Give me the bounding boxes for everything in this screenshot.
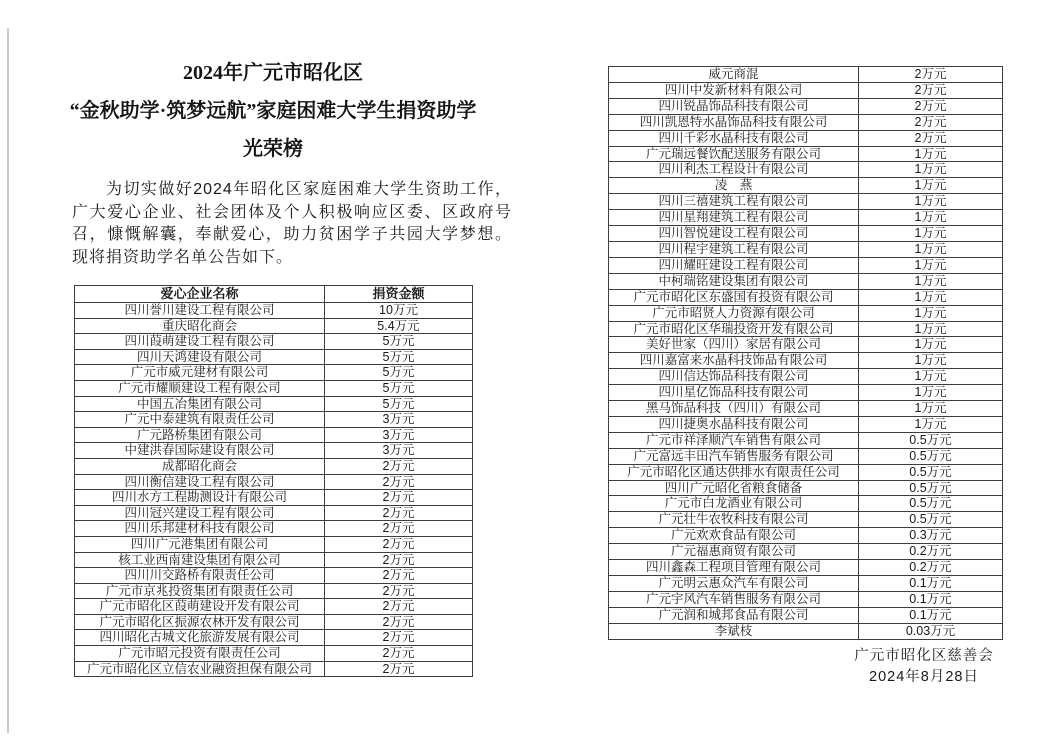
donor-name: 凌 燕 (609, 178, 859, 194)
donation-amount: 0.1万元 (859, 591, 1003, 607)
donation-amount: 0.5万元 (859, 432, 1003, 448)
donor-row (75, 599, 473, 615)
donor-row (75, 505, 473, 521)
donor-name: 中建洪春国际建设有限公司 (75, 443, 325, 459)
donation-amount: 5.4万元 (325, 318, 473, 334)
donor-name: 四川冠兴建设工程有限公司 (75, 505, 325, 521)
donor-row (609, 67, 1003, 83)
donation-amount: 2万元 (325, 490, 473, 506)
donor-row (75, 583, 473, 599)
donor-name: 四川中发新材料有限公司 (609, 82, 859, 98)
donation-amount: 0.5万元 (859, 496, 1003, 512)
donor-name: 四川智悦建设工程有限公司 (609, 226, 859, 242)
donor-row (609, 114, 1003, 130)
donor-row (75, 380, 473, 396)
donor-row (609, 289, 1003, 305)
donor-name: 四川广元昭化省粮食储备 (609, 480, 859, 496)
donor-table-right-grid (608, 66, 1003, 640)
donation-amount: 5万元 (325, 396, 473, 412)
donor-name: 四川星亿饰品科技有限公司 (609, 385, 859, 401)
donor-row (609, 560, 1003, 576)
donor-row (609, 130, 1003, 146)
donation-amount: 2万元 (859, 67, 1003, 83)
donation-amount: 1万元 (859, 385, 1003, 401)
donor-name: 四川耀旺建设工程有限公司 (609, 257, 859, 273)
donor-name: 广元市昭化区葭萌建设开发有限公司 (75, 599, 325, 615)
donor-row (609, 241, 1003, 257)
donation-amount: 1万元 (859, 416, 1003, 432)
donor-name: 四川衡信建设工程有限公司 (75, 474, 325, 490)
donation-amount: 1万元 (859, 369, 1003, 385)
donation-amount: 1万元 (859, 162, 1003, 178)
donor-name: 四川千彩水晶科技有限公司 (609, 130, 859, 146)
donor-name: 广元市昭化区东盛国有投资有限公司 (609, 289, 859, 305)
donor-name: 广元市昭化区通达供排水有限责任公司 (609, 464, 859, 480)
donor-row (609, 432, 1003, 448)
donor-row (609, 98, 1003, 114)
donation-amount: 2万元 (325, 568, 473, 584)
donor-name: 广元市耀顺建设工程有限公司 (75, 380, 325, 396)
donation-amount: 10万元 (325, 303, 473, 319)
donor-row (609, 401, 1003, 417)
donation-amount: 0.2万元 (859, 544, 1003, 560)
donor-name: 威元商混 (609, 67, 859, 83)
donor-row (609, 607, 1003, 623)
donor-name: 广元市昭化区振源农林开发有限公司 (75, 614, 325, 630)
donation-amount: 2万元 (325, 521, 473, 537)
donor-row (609, 305, 1003, 321)
donor-row (609, 528, 1003, 544)
donation-amount: 1万元 (859, 401, 1003, 417)
donor-row (609, 591, 1003, 607)
donation-amount: 5万元 (325, 334, 473, 350)
donation-amount: 2万元 (859, 98, 1003, 114)
donation-amount: 5万元 (325, 349, 473, 365)
donor-name: 广元福惠商贸有限公司 (609, 544, 859, 560)
donation-amount: 2万元 (325, 505, 473, 521)
donor-name: 广元富远丰田汽车销售服务有限公司 (609, 448, 859, 464)
donor-name: 四川川交路桥有限责任公司 (75, 568, 325, 584)
donor-name: 四川三禧建筑工程有限公司 (609, 194, 859, 210)
donor-row (75, 365, 473, 381)
donor-row (609, 480, 1003, 496)
donation-amount: 5万元 (325, 380, 473, 396)
donor-name: 广元市昭元投资有限责任公司 (75, 646, 325, 662)
donor-name: 四川捷奥水晶科技有限公司 (609, 416, 859, 432)
donor-name: 四川锐晶饰品科技有限公司 (609, 98, 859, 114)
donor-row (75, 521, 473, 537)
donor-table-right (608, 66, 1003, 640)
donation-amount: 1万元 (859, 210, 1003, 226)
donor-row (609, 337, 1003, 353)
donor-row (75, 490, 473, 506)
donor-name: 四川誉川建设工程有限公司 (75, 303, 325, 319)
donation-amount: 2万元 (325, 599, 473, 615)
donor-name: 广元路桥集团有限公司 (75, 427, 325, 443)
donor-row (75, 396, 473, 412)
donor-name: 广元瑞远餐饮配送服务有限公司 (609, 146, 859, 162)
donor-row (609, 257, 1003, 273)
donation-amount: 3万元 (325, 427, 473, 443)
donation-amount: 1万元 (859, 241, 1003, 257)
donor-name: 四川利杰工程设计有限公司 (609, 162, 859, 178)
document-title (40, 54, 506, 168)
donor-row (609, 385, 1003, 401)
donor-row (609, 544, 1003, 560)
donor-row (609, 226, 1003, 242)
donor-table-left (74, 285, 473, 677)
donor-name: 广元欢欢食品有限公司 (609, 528, 859, 544)
donor-row (609, 496, 1003, 512)
title-line-2: “金秋助学·筑梦远航”家庭困难大学生捐资助学 (69, 100, 477, 122)
donor-row (75, 536, 473, 552)
donor-name: 四川天鸿建设有限公司 (75, 349, 325, 365)
title-line-3: 光荣榜 (243, 138, 303, 160)
donor-row (609, 512, 1003, 528)
donation-amount: 2万元 (325, 583, 473, 599)
donor-row (609, 416, 1003, 432)
donor-row (75, 443, 473, 459)
donor-row (609, 576, 1003, 592)
title-line-1: 2024年广元市昭化区 (183, 62, 363, 84)
donor-name: 广元壮牛农牧科技有限公司 (609, 512, 859, 528)
donor-row (609, 321, 1003, 337)
donor-name: 中柯瑞铭建设集团有限公司 (609, 273, 859, 289)
donation-amount: 2万元 (325, 614, 473, 630)
donor-row (75, 412, 473, 428)
donor-row (609, 353, 1003, 369)
donor-row (75, 427, 473, 443)
donation-amount: 1万元 (859, 337, 1003, 353)
donor-name: 核工业西南建设集团有限公司 (75, 552, 325, 568)
donation-amount: 1万元 (859, 289, 1003, 305)
donation-amount: 2万元 (325, 661, 473, 677)
donor-row (75, 318, 473, 334)
donation-amount: 2万元 (325, 646, 473, 662)
donation-amount: 2万元 (325, 630, 473, 646)
donor-name: 广元市昭化区华瑞投资开发有限公司 (609, 321, 859, 337)
donation-amount: 2万元 (325, 458, 473, 474)
donation-amount: 0.1万元 (859, 607, 1003, 623)
donor-name: 四川水方工程勘测设计有限公司 (75, 490, 325, 506)
donor-row (75, 474, 473, 490)
donor-name: 广元市威元建材有限公司 (75, 365, 325, 381)
donation-amount: 1万元 (859, 178, 1003, 194)
donor-name: 四川星翔建筑工程有限公司 (609, 210, 859, 226)
signature-block (853, 646, 995, 688)
table-header-row (75, 286, 473, 303)
donation-amount: 1万元 (859, 146, 1003, 162)
donation-amount: 3万元 (325, 443, 473, 459)
donor-row (75, 661, 473, 677)
donation-amount: 0.5万元 (859, 448, 1003, 464)
donor-name: 四川昭化古城文化旅游发展有限公司 (75, 630, 325, 646)
donor-name: 广元中泰建筑有限责任公司 (75, 412, 325, 428)
donor-name: 广元市京兆投资集团有限责任公司 (75, 583, 325, 599)
donor-name: 广元市昭化区立信农业融资担保有限公司 (75, 661, 325, 677)
donation-amount: 1万元 (859, 305, 1003, 321)
donor-row (75, 334, 473, 350)
donor-row (75, 614, 473, 630)
donor-row (75, 552, 473, 568)
donation-amount: 1万元 (859, 226, 1003, 242)
donation-amount: 1万元 (859, 321, 1003, 337)
donor-row (609, 194, 1003, 210)
donor-name: 黑马饰品科技（四川）有限公司 (609, 401, 859, 417)
donor-name: 中国五冶集团有限公司 (75, 396, 325, 412)
donation-amount: 2万元 (325, 552, 473, 568)
donor-name: 四川信达饰品科技有限公司 (609, 369, 859, 385)
donor-row (609, 369, 1003, 385)
donor-name: 四川乐邦建材科技有限公司 (75, 521, 325, 537)
column-header-amount: 捐资金额 (325, 286, 473, 303)
donor-name: 四川葭萌建设工程有限公司 (75, 334, 325, 350)
donor-row (75, 646, 473, 662)
donor-name: 美好世家（四川）家居有限公司 (609, 337, 859, 353)
donation-amount: 2万元 (325, 474, 473, 490)
donation-amount: 0.3万元 (859, 528, 1003, 544)
donor-row (75, 458, 473, 474)
donation-amount: 1万元 (859, 194, 1003, 210)
donation-amount: 1万元 (859, 353, 1003, 369)
donor-row (75, 568, 473, 584)
donor-row (609, 448, 1003, 464)
donation-amount: 2万元 (325, 536, 473, 552)
donor-name: 四川鑫森工程项目管理有限公司 (609, 560, 859, 576)
donor-name: 四川嘉富来水晶科技饰品有限公司 (609, 353, 859, 369)
donor-name: 广元宇风汽车销售服务有限公司 (609, 591, 859, 607)
donor-name: 广元市昭贤人力资源有限公司 (609, 305, 859, 321)
donation-amount: 1万元 (859, 273, 1003, 289)
intro-paragraph: 为切实做好2024年昭化区家庭困难大学生资助工作，广大爱心企业、社会团体及个人积极响应区委、区政府号召，慷慨解囊，奉献爱心，助力贫困学子共园大学梦想。现将捐资助学名单公告如下。 (72, 181, 512, 266)
donor-name: 四川广元港集团有限公司 (75, 536, 325, 552)
donor-name: 广元市祥泽顺汽车销售有限公司 (609, 432, 859, 448)
donor-name: 重庆昭化商会 (75, 318, 325, 334)
donation-amount: 0.03万元 (859, 623, 1003, 639)
column-header-company: 爱心企业名称 (75, 286, 325, 303)
donor-name: 四川凯恩特水晶饰品科技有限公司 (609, 114, 859, 130)
donation-amount: 0.5万元 (859, 480, 1003, 496)
donor-name: 李斌枝 (609, 623, 859, 639)
donation-amount: 2万元 (859, 130, 1003, 146)
donation-amount: 2万元 (859, 114, 1003, 130)
donation-amount: 3万元 (325, 412, 473, 428)
donation-amount: 1万元 (859, 257, 1003, 273)
signature-date: 2024年8月28日 (869, 669, 979, 685)
donor-row (75, 630, 473, 646)
donation-amount: 0.5万元 (859, 464, 1003, 480)
donor-row (609, 178, 1003, 194)
donor-row (609, 273, 1003, 289)
scan-edge-line (7, 28, 9, 733)
donor-name: 成都昭化商会 (75, 458, 325, 474)
donation-amount: 0.5万元 (859, 512, 1003, 528)
donor-name: 广元润和城邦食品有限公司 (609, 607, 859, 623)
donor-name: 广元明云惠众汽车有限公司 (609, 576, 859, 592)
donation-amount: 5万元 (325, 365, 473, 381)
donation-amount: 0.2万元 (859, 560, 1003, 576)
donor-row (609, 623, 1003, 639)
donor-row (609, 162, 1003, 178)
donation-amount: 2万元 (859, 82, 1003, 98)
donor-table-left-grid (74, 285, 473, 677)
signature-org: 广元市昭化区慈善会 (854, 648, 994, 664)
donor-row (75, 349, 473, 365)
donor-name: 四川程宇建筑工程有限公司 (609, 241, 859, 257)
donor-row (75, 303, 473, 319)
donation-amount: 0.1万元 (859, 576, 1003, 592)
donor-row (609, 146, 1003, 162)
donor-row (609, 210, 1003, 226)
donor-row (609, 464, 1003, 480)
donor-row (609, 82, 1003, 98)
donor-name: 广元市白龙酒业有限公司 (609, 496, 859, 512)
